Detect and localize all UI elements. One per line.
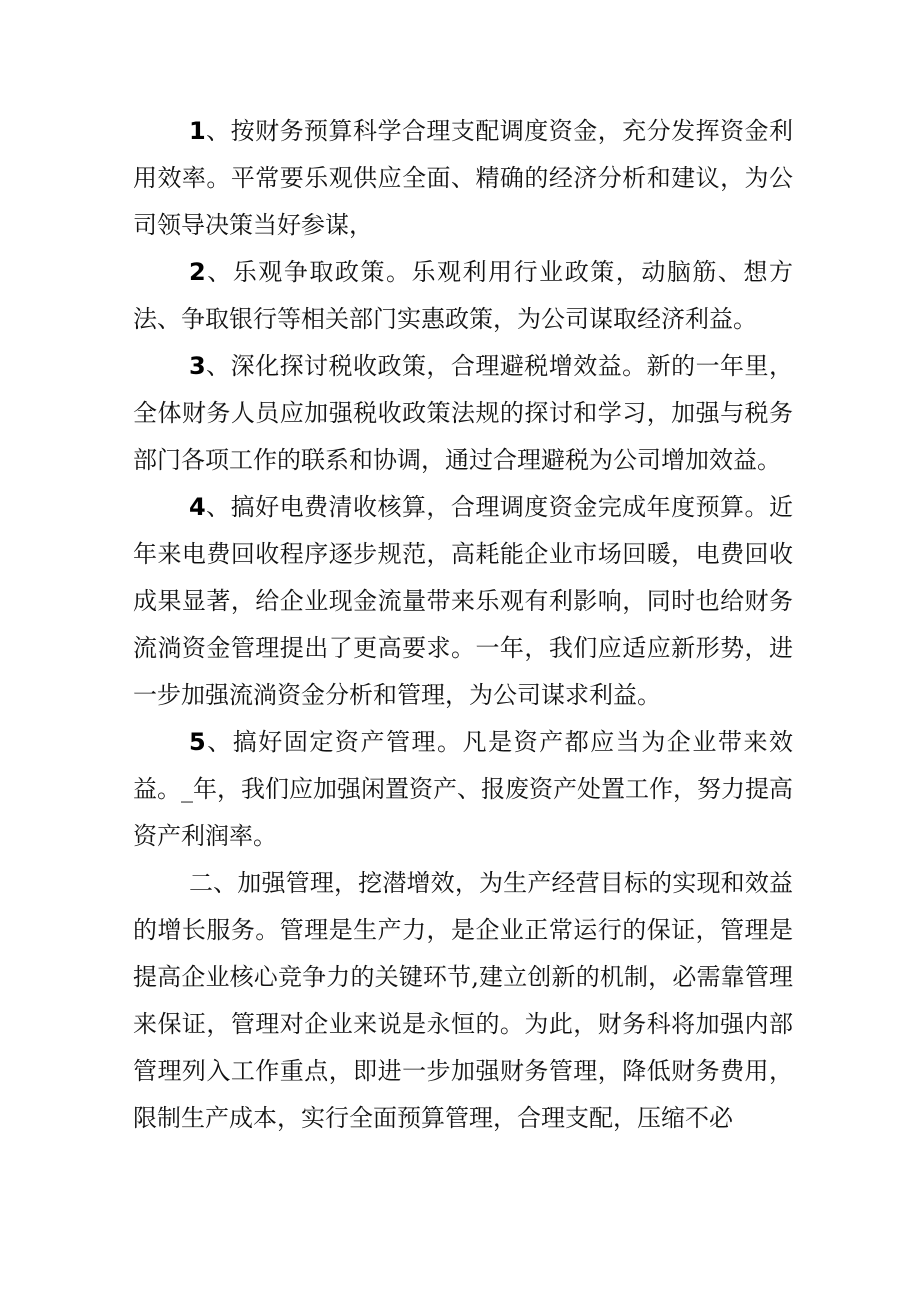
- paragraph-text: 、搞好固定资产管理。凡是资产都应当为企业带来效益。_年，我们应加强闲置资产、报废资产处置工作，努力提高资产利润率。: [133, 728, 793, 850]
- item-number: 2: [189, 258, 206, 286]
- paragraph-section-2: [133, 860, 793, 1142]
- paragraph-4: [133, 484, 793, 719]
- item-number: 3: [189, 352, 206, 380]
- paragraph-text: 二、加强管理，挖潜增效，为生产经营目标的实现和效益的增长服务。管理是生产力，是企业正常运行的保证，管理是提高企业核心竞争力的关键环节,建立创新的机制，必需靠管理来保证，管理对企业来说是永恒的。为此，财务科将加强内部管理列入工作重点，即进一步加强财务管理，降低财务费用，限制生产成本，实行全面预算管理，合理支配，压缩不必: [133, 869, 793, 1132]
- paragraph-3: [133, 343, 793, 484]
- item-number: 1: [189, 117, 206, 145]
- item-number: 4: [189, 493, 206, 521]
- paragraph-text: 、按财务预算科学合理支配调度资金，充分发挥资金利用效率。平常要乐观供应全面、精确的经济分析和建议，为公司领导决策当好参谋，: [133, 117, 793, 239]
- paragraph-text: 、搞好电费清收核算，合理调度资金完成年度预算。近年来电费回收程序逐步规范，高耗能企业市场回暖，电费回收成果显著，给企业现金流量带来乐观有利影响，同时也给财务流淌资金管理提出了更高要求。一年，我们应适应新形势，进一步加强流淌资金分析和管理，为公司谋求利益。: [133, 493, 793, 709]
- document-body: [133, 108, 793, 1142]
- item-number: 5: [189, 728, 206, 756]
- paragraph-1: [133, 108, 793, 249]
- paragraph-text: 、深化探讨税收政策，合理避税增效益。新的一年里，全体财务人员应加强税收政策法规的探讨和学习，加强与税务部门各项工作的联系和协调，通过合理避税为公司增加效益。: [133, 352, 793, 474]
- paragraph-text: 、乐观争取政策。乐观利用行业政策，动脑筋、想方法、争取银行等相关部门实惠政策，为公司谋取经济利益。: [133, 258, 793, 333]
- paragraph-2: [133, 249, 793, 343]
- paragraph-5: [133, 719, 793, 860]
